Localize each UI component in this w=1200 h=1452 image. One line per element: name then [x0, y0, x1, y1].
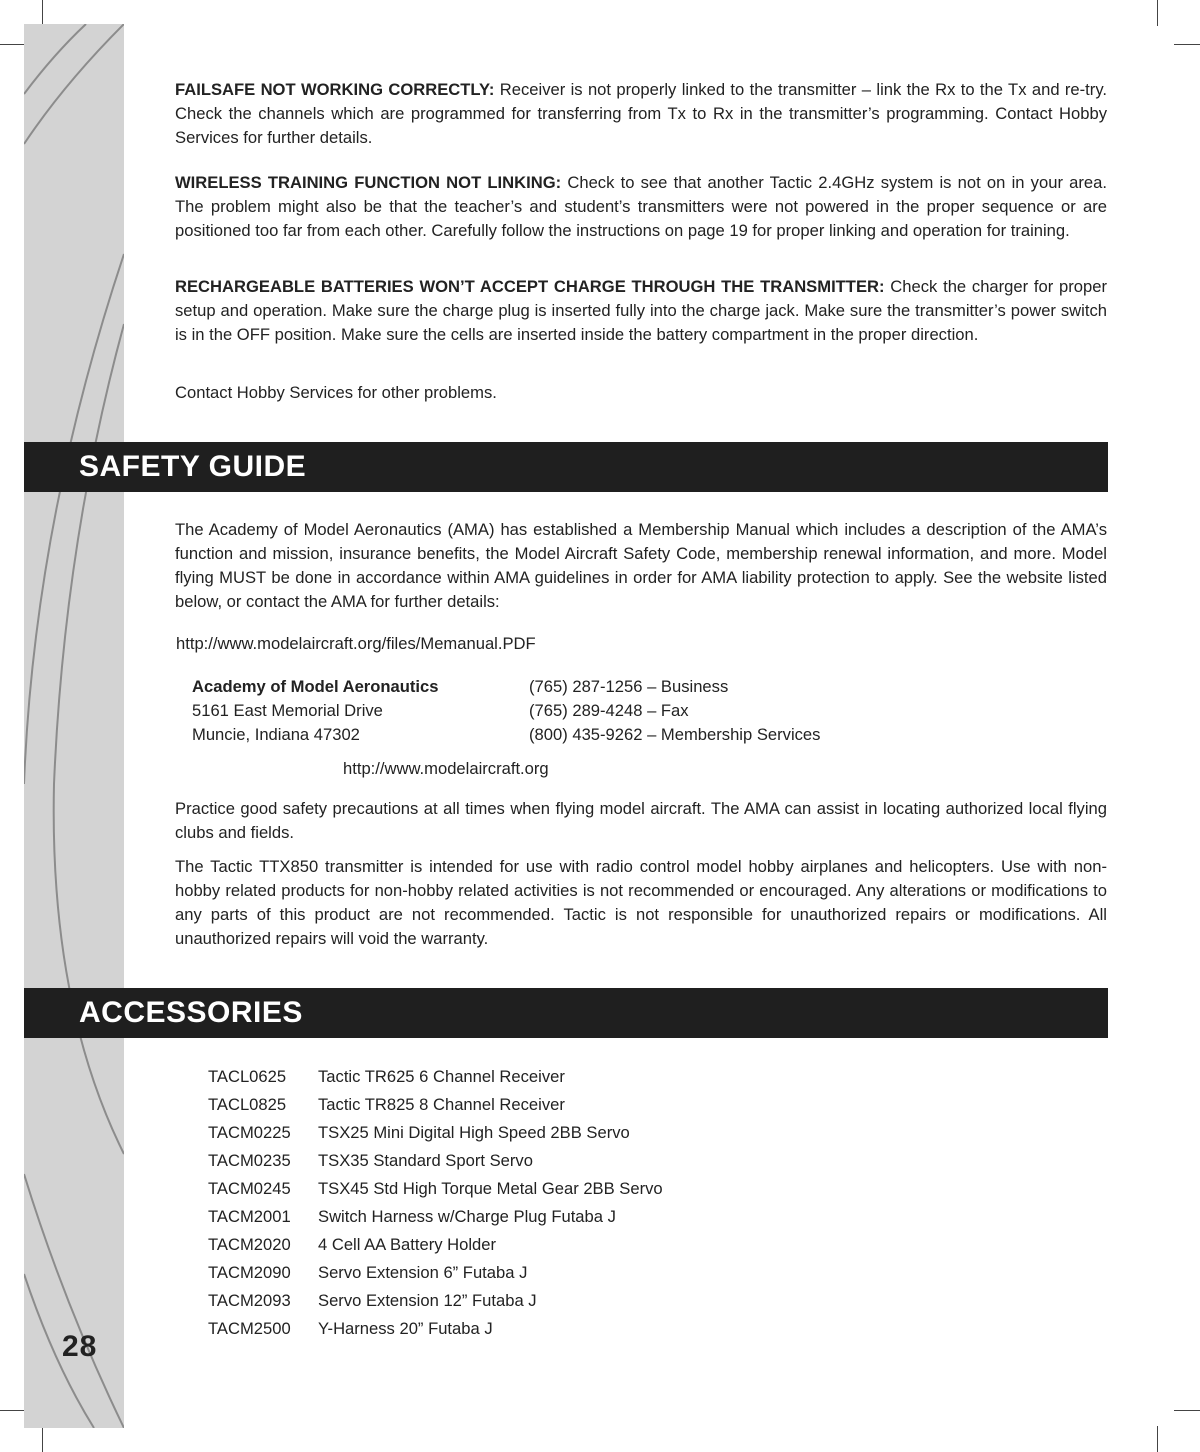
accessory-code: TACM2090 [208, 1263, 291, 1282]
accessory-desc: 4 Cell AA Battery Holder [318, 1235, 497, 1254]
accessory-code: TACM2020 [208, 1235, 291, 1254]
ama-phone-membership: (800) 435-9262 – Membership Services [529, 725, 821, 744]
accessory-desc: TSX45 Std High Torque Metal Gear 2BB Servo [318, 1179, 663, 1198]
crop-mark [42, 1426, 43, 1452]
batteries-body: Check the charger for proper setup and operation. Make sure the charge plug is inserted fully into the charge jack. Make sure the transmitter’s power switch is in the OFF position. Make sure the cells are inserted inside the battery compartment in the proper direction. [175, 277, 1108, 344]
manual-url-link[interactable]: http://www.modelaircraft.org/files/Memanual.PDF [176, 634, 536, 653]
accessory-item [208, 1261, 527, 1285]
troubleshooting-batteries [175, 275, 1107, 347]
ama-website-link[interactable]: http://www.modelaircraft.org [343, 759, 549, 778]
accessory-item [208, 1121, 630, 1145]
accessory-item [208, 1093, 565, 1117]
accessory-code: TACL0625 [208, 1067, 287, 1086]
sidebar-swoosh-graphic [24, 24, 124, 1428]
accessory-item [208, 1317, 493, 1341]
accessory-item [208, 1149, 533, 1173]
accessory-item [208, 1289, 537, 1313]
safety-disclaimer: The Tactic TTX850 transmitter is intended for use with radio control model hobby airplanes and helicopters. Use with non-hobby related products for non-hobby related activities is not recommended or encouraged. Any alterations or modifications to any parts of this product are not recommended. Tactic is not responsible for unauthorized repairs or modifications. All unauthorized repairs will void the warranty. [175, 857, 1107, 948]
contact-note: Contact Hobby Services for other problems. [175, 383, 497, 402]
accessory-desc: Y-Harness 20” Futaba J [318, 1319, 493, 1338]
accessories-header [24, 988, 1108, 1038]
troubleshooting-failsafe [175, 78, 1107, 150]
crop-mark [0, 1410, 26, 1411]
accessory-item [208, 1065, 565, 1089]
accessory-item [208, 1177, 663, 1201]
accessory-code: TACM2500 [208, 1319, 291, 1338]
crop-mark [0, 44, 26, 45]
crop-mark [42, 0, 43, 26]
accessory-desc: Switch Harness w/Charge Plug Futaba J [318, 1207, 616, 1226]
crop-mark [1157, 1426, 1158, 1452]
wireless-training-body: Check to see that another Tactic 2.4GHz system is not on in your area. The problem might also be that the teacher’s and student’s transmitters were not powered in the proper sequence or are positioned too far from each other. Carefully follow the instructions on page 19 for proper linking and operation for training. [175, 173, 1107, 240]
crop-mark [1157, 0, 1158, 26]
accessories-title: ACCESSORIES [79, 996, 303, 1029]
troubleshooting-wireless-training [175, 171, 1107, 243]
safety-intro: The Academy of Model Aeronautics (AMA) has established a Membership Manual which includes a description of the AMA’s function and mission, insurance benefits, the Model Aircraft Safety Code, membership renewal information, and more. Model flying MUST be done in accordance within AMA guidelines in order for AMA liability protection to apply. See the website listed below, or contact the AMA for further details: [175, 520, 1107, 611]
crop-mark [1174, 44, 1200, 45]
failsafe-heading: FAILSAFE NOT WORKING CORRECTLY: [175, 80, 495, 99]
failsafe-body: Receiver is not properly linked to the transmitter – link the Rx to the Tx and re-try. Check the channels which are programmed for transferring from Tx to Rx in the transmitter’s programming. Contact Hobby Services for further details. [175, 80, 1107, 147]
accessory-desc: TSX25 Mini Digital High Speed 2BB Servo [318, 1123, 630, 1142]
wireless-training-heading: WIRELESS TRAINING FUNCTION NOT LINKING: [175, 173, 562, 192]
safety-guide-title: SAFETY GUIDE [79, 450, 307, 483]
accessory-code: TACM0225 [208, 1123, 291, 1142]
batteries-heading: RECHARGEABLE BATTERIES WON’T ACCEPT CHARGE THROUGH THE TRANSMITTER: [175, 277, 885, 296]
accessory-code: TACL0825 [208, 1095, 287, 1114]
ama-address-line2: Muncie, Indiana 47302 [192, 725, 360, 744]
safety-guide-header [24, 442, 1108, 492]
accessory-desc: Tactic TR825 8 Channel Receiver [318, 1095, 565, 1114]
accessory-desc: Tactic TR625 6 Channel Receiver [318, 1067, 565, 1086]
crop-mark [1174, 1410, 1200, 1411]
ama-address-line1: 5161 East Memorial Drive [192, 701, 383, 720]
ama-phone-fax: (765) 289-4248 – Fax [529, 701, 689, 720]
accessory-desc: Servo Extension 6” Futaba J [318, 1263, 528, 1282]
accessory-desc: Servo Extension 12” Futaba J [318, 1291, 537, 1310]
decorative-sidebar [24, 24, 124, 1428]
ama-org-name: Academy of Model Aeronautics [192, 677, 439, 696]
ama-phone-business: (765) 287-1256 – Business [529, 677, 729, 696]
page-number: 28 [62, 1330, 98, 1363]
accessory-code: TACM2093 [208, 1291, 291, 1310]
accessory-item [208, 1233, 496, 1257]
troubleshooting-contact [175, 381, 1107, 405]
accessory-desc: TSX35 Standard Sport Servo [318, 1151, 533, 1170]
safety-practice: Practice good safety precautions at all times when flying model aircraft. The AMA can assist in locating authorized local flying clubs and fields. [175, 799, 1107, 842]
accessory-code: TACM0235 [208, 1151, 291, 1170]
accessory-item [208, 1205, 616, 1229]
accessory-code: TACM0245 [208, 1179, 291, 1198]
accessory-code: TACM2001 [208, 1207, 291, 1226]
